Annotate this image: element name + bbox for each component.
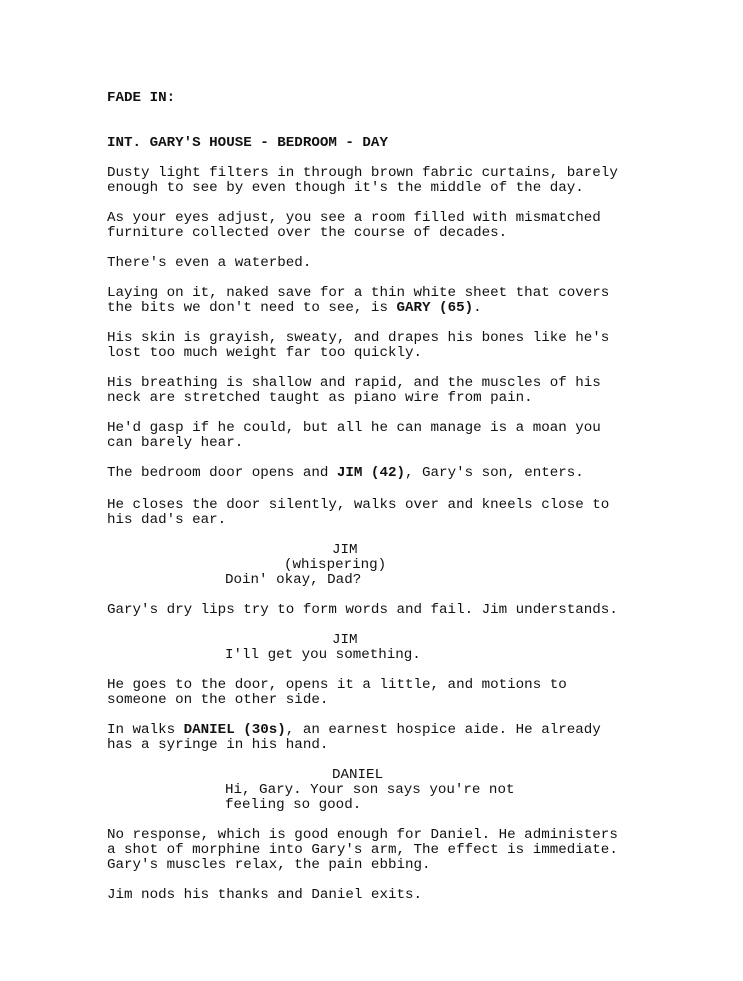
character-intro-jim: JIM (42) [336,465,405,481]
dialogue-line: feeling so good. [225,797,362,813]
action-line: His skin is grayish, sweaty, and drapes his bones like he's [107,330,610,346]
action-line: Jim nods his thanks and Daniel exits. [107,887,423,903]
action-line: Laying on it, naked save for a thin white sheet that covers [107,285,610,301]
action-text: the bits we don't need to see, is [107,300,397,316]
dialogue-line: Hi, Gary. Your son says you're not [225,782,515,798]
action-line: has a syringe in his hand. [107,737,329,753]
action-line: his dad's ear. [107,512,227,528]
action-text: The bedroom door opens and [107,465,337,481]
action-line [107,466,667,481]
action-line: His breathing is shallow and rapid, and the muscles of his [107,375,601,391]
action-line [107,301,667,316]
transition-fade-in: FADE IN: [107,90,176,106]
dialogue-line: I'll get you something. [225,647,421,663]
parenthetical: (whispering) [284,557,387,573]
action-line: enough to see by even though it's the middle of the day. [107,180,584,196]
character-intro-gary: GARY (65) [396,300,474,316]
action-text: , Gary's son, enters. [405,465,584,481]
character-intro-daniel: DANIEL (30s) [183,722,286,738]
action-line: He goes to the door, opens it a little, and motions to [107,677,567,693]
character-cue: JIM [332,542,358,558]
action-line: As your eyes adjust, you see a room filled with mismatched [107,210,601,226]
action-line: Gary's dry lips try to form words and fail. Jim understands. [107,602,618,618]
character-cue: DANIEL [332,767,384,783]
dialogue-line: Doin' okay, Dad? [225,572,362,588]
action-text: , an earnest hospice aide. He already [285,722,601,738]
action-line: furniture collected over the course of decades. [107,225,508,241]
action-line: Gary's muscles relax, the pain ebbing. [107,857,431,873]
action-line: lost too much weight far too quickly. [107,345,423,361]
action-line: No response, which is good enough for Daniel. He administers [107,827,618,843]
action-line [107,723,667,738]
action-line: There's even a waterbed. [107,255,312,271]
action-text: In walks [107,722,184,738]
action-line: can barely hear. [107,435,244,451]
action-line: someone on the other side. [107,692,329,708]
action-line: He'd gasp if he could, but all he can manage is a moan you [107,420,601,436]
scene-heading: INT. GARY'S HOUSE - BEDROOM - DAY [107,135,388,151]
character-cue: JIM [332,632,358,648]
action-line: He closes the door silently, walks over and kneels close to [107,497,610,513]
action-line: neck are stretched taught as piano wire from pain. [107,390,533,406]
action-line: Dusty light filters in through brown fabric curtains, barely [107,165,618,181]
action-text: . [473,300,482,316]
action-line: a shot of morphine into Gary's arm, The effect is immediate. [107,842,618,858]
